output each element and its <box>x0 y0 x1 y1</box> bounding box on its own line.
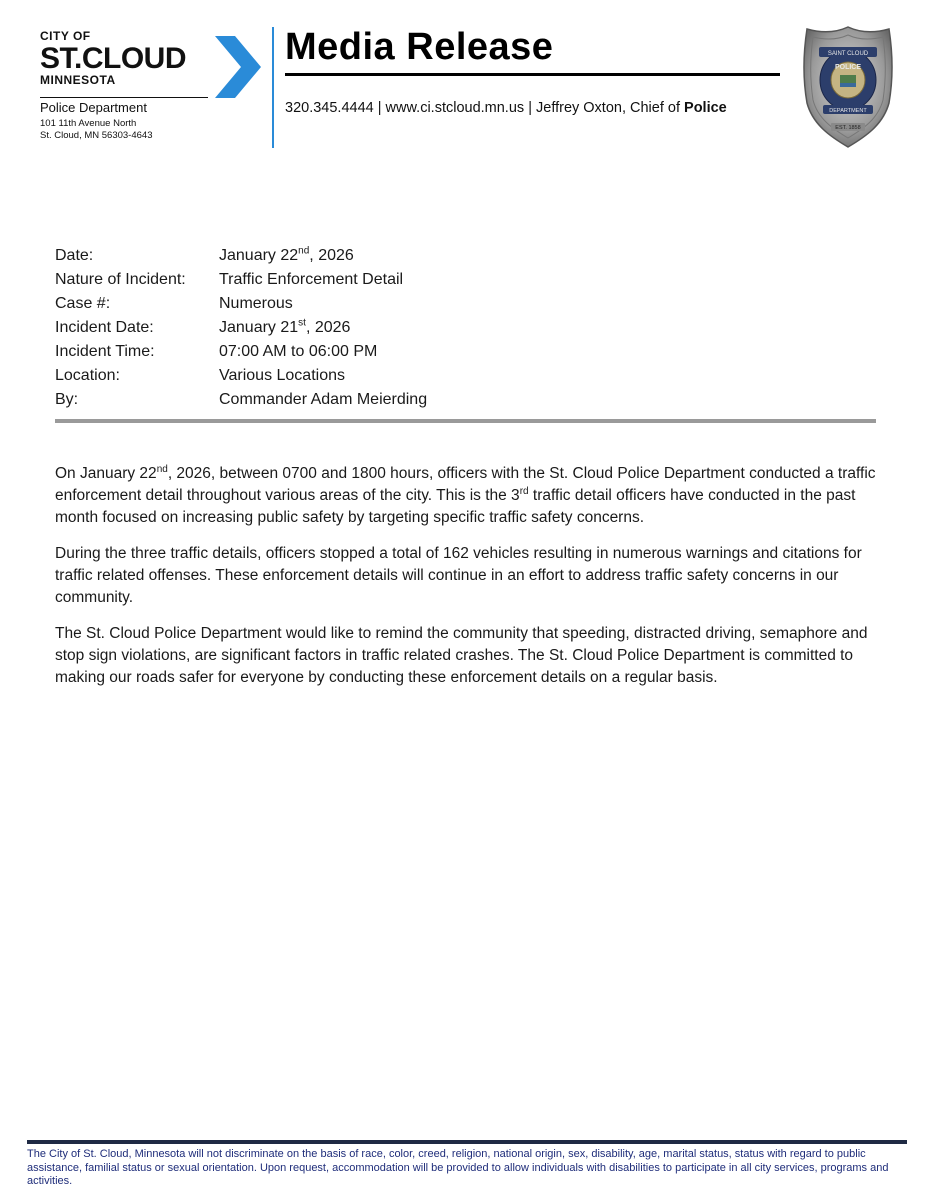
incident-time-label: Incident Time: <box>55 343 155 360</box>
contact-separator: | <box>377 100 382 116</box>
nature-value: Traffic Enforcement Detail <box>219 271 404 288</box>
info-row-location <box>55 366 427 390</box>
incident-info <box>55 246 427 414</box>
section-divider <box>55 419 876 423</box>
logo-underline <box>40 97 208 98</box>
incident-date-label: Incident Date: <box>55 319 154 336</box>
contact-chief: Jeffrey Oxton, Chief of <box>536 100 680 116</box>
info-row-incident-time <box>55 342 427 366</box>
by-label: By: <box>55 391 79 408</box>
location-value: Various Locations <box>219 367 345 384</box>
date-value: January 22nd, 2026 <box>219 245 354 264</box>
header-divider <box>272 27 274 148</box>
contact-separator: | <box>528 100 532 116</box>
badge-police-text: POLICE <box>834 64 862 71</box>
title-rule <box>285 73 780 76</box>
footer-disclaimer: The City of St. Cloud, Minnesota will not discriminate on the basis of race, color, creed, religion, national origin, sex, disability, age, marital status, status with regard to public assistance, familial status or sexual orientation. Upon request, accommodation will be provided to allow individuals with disabilities to participate in all city services, programs and activities. <box>27 1148 889 1187</box>
badge-est-text: EST. 1858 <box>835 125 861 131</box>
logo-address-line1: 101 11th Avenue North <box>40 118 137 129</box>
info-row-case <box>55 294 427 318</box>
contact-line <box>285 100 727 116</box>
chevron-icon <box>215 36 261 98</box>
incident-date-value: January 21st, 2026 <box>219 317 351 336</box>
logo-address-line2: St. Cloud, MN 56303-4643 <box>40 130 153 141</box>
contact-phone: 320.345.4444 <box>285 100 374 116</box>
case-value: Numerous <box>219 295 293 312</box>
incident-time-value: 07:00 AM to 06:00 PM <box>219 343 378 360</box>
contact-website: www.ci.stcloud.mn.us <box>385 100 525 116</box>
body-paragraph-2: During the three traffic details, officers stopped a total of 162 vehicles resulting in numerous warnings and citations for traffic related offenses. These enforcement details will continue in an effort to address traffic safety concerns in our community. <box>55 545 862 606</box>
footer-rule <box>27 1140 907 1144</box>
logo-city-of: CITY OF <box>40 29 91 43</box>
date-label: Date: <box>55 247 94 264</box>
logo-minnesota: MINNESOTA <box>40 73 116 87</box>
info-row-incident-date <box>55 318 427 342</box>
info-row-nature <box>55 270 427 294</box>
info-row-by <box>55 390 427 414</box>
location-label: Location: <box>55 367 120 384</box>
contact-chief-police: Police <box>684 100 727 116</box>
body-paragraph-3: The St. Cloud Police Department would like to remind the community that speeding, distracted driving, semaphore and stop sign violations, are significant factors in traffic related crashes. The St. Cloud Police Department is committed to making our roads safer for everyone by conducting these enforcement details on a regular basis. <box>55 625 868 686</box>
badge-top-text: SAINT CLOUD <box>827 51 869 57</box>
body-paragraph-1: On January 22nd, 2026, between 0700 and 1800 hours, officers with the St. Cloud Police Department conducted a traffic enforcement detail throughout various areas of the city. This is the 3rd traffic detail officers have conducted in the past month focused on increasing public safety by targeting specific traffic safety concerns. <box>55 463 876 526</box>
nature-label: Nature of Incident: <box>55 271 186 288</box>
release-body <box>55 463 880 703</box>
logo-st-cloud: ST.CLOUD <box>40 42 186 75</box>
case-label: Case #: <box>55 295 111 312</box>
city-logo <box>40 29 270 141</box>
police-badge-icon <box>803 25 893 149</box>
page-title: Media Release <box>285 26 554 68</box>
badge-department-text: DEPARTMENT <box>829 108 867 114</box>
logo-department: Police Department <box>40 100 147 115</box>
info-row-date <box>55 246 427 270</box>
by-value: Commander Adam Meierding <box>219 391 428 408</box>
